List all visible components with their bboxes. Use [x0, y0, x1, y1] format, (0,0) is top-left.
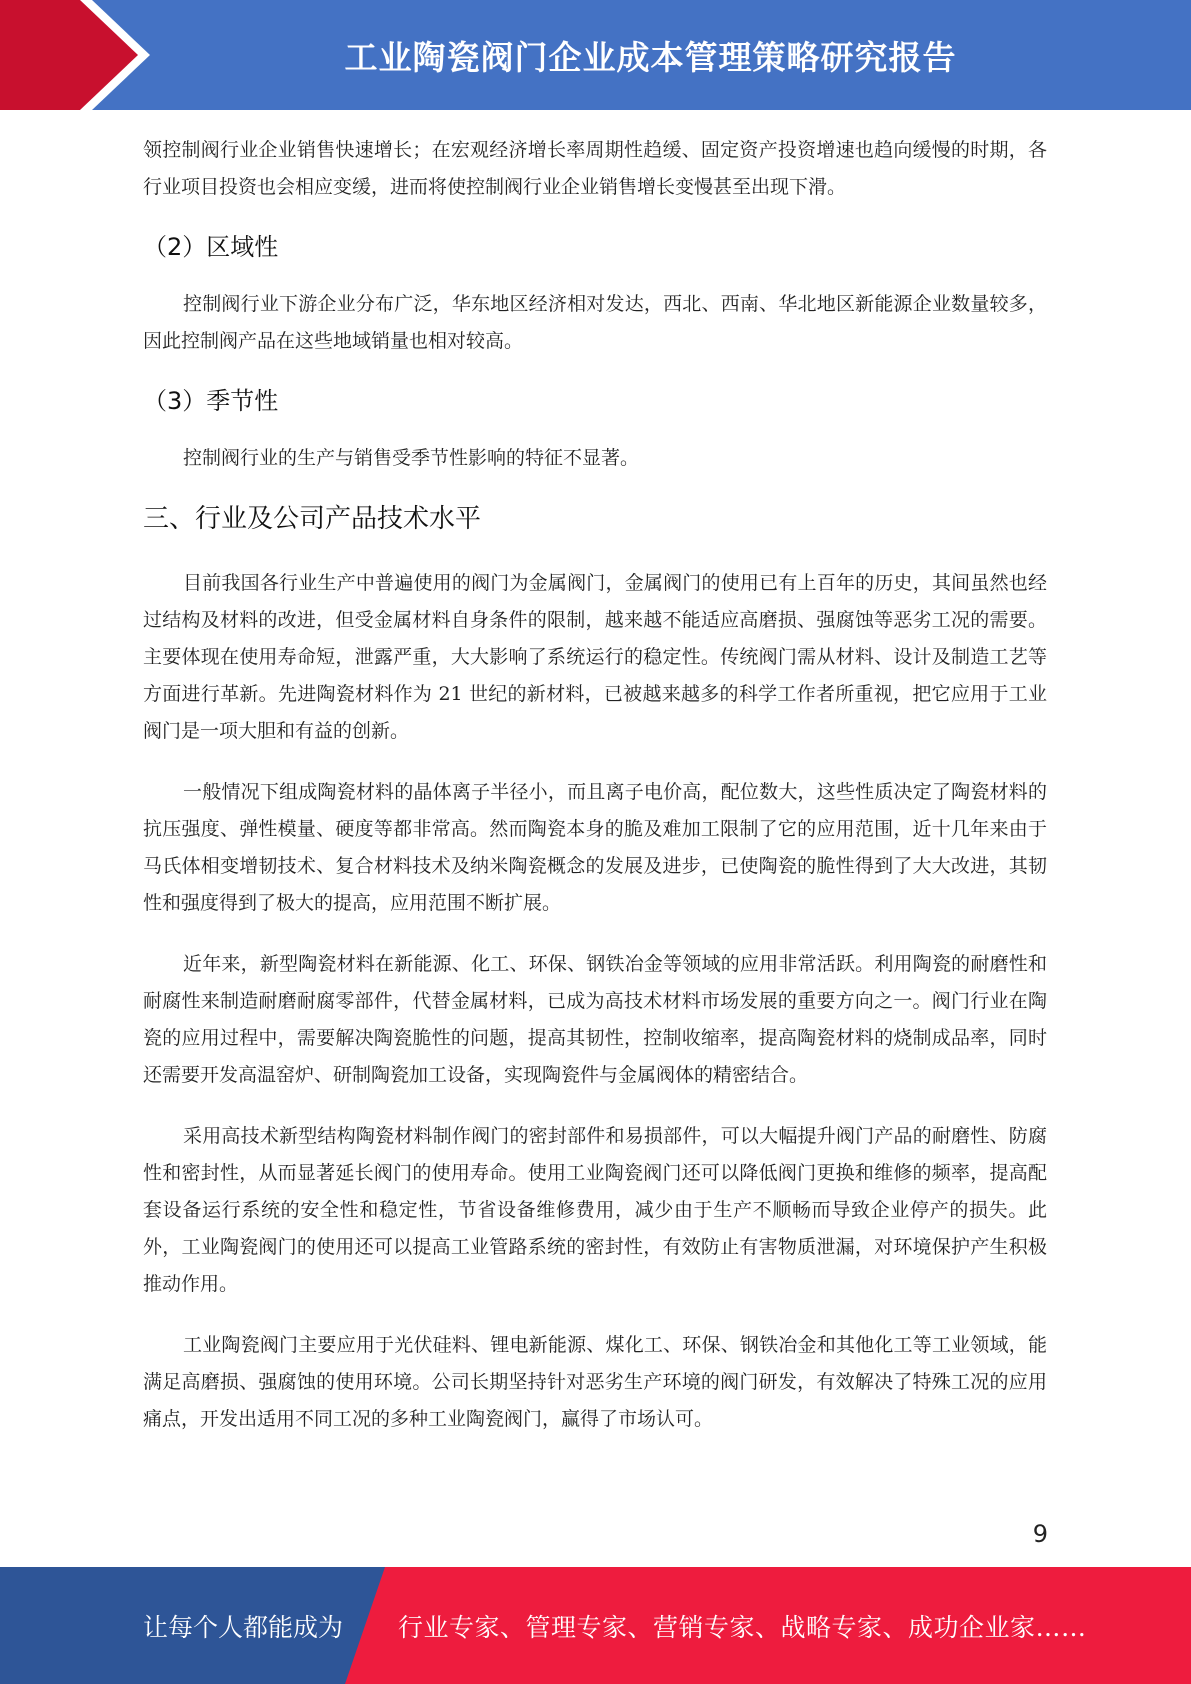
paragraph-regional: 控制阀行业下游企业分布广泛，华东地区经济相对发达，西北、西南、华北地区新能源企业数量较多，因此控制阀产品在这些地域销量也相对较高。 — [143, 293, 1047, 352]
subheading-regional: （2）区域性 — [143, 233, 279, 261]
page-number: 9 — [1032, 1520, 1048, 1548]
page-footer — [0, 1567, 1191, 1684]
paragraph-tech-5: 工业陶瓷阀门主要应用于光伏硅料、锂电新能源、煤化工、环保、钢铁冶金和其他化工等工业领域，能满足高磨损、强腐蚀的使用环境。公司长期坚持针对恶劣生产环境的阀门研发，有效解决了特殊工况的应用痛点，开发出适用不同工况的多种工业陶瓷阀门，赢得了市场认可。 — [143, 1334, 1047, 1430]
page-header — [0, 0, 1191, 110]
subheading-seasonal: （3）季节性 — [143, 387, 279, 415]
paragraph-seasonal: 控制阀行业的生产与销售受季节性影响的特征不显著。 — [183, 447, 640, 469]
page-content — [143, 132, 1047, 1462]
continuation-paragraph: 领控制阀行业企业销售快速增长；在宏观经济增长率周期性趋缓、固定资产投资增速也趋向缓慢的时期，各行业项目投资也会相应变缓，进而将使控制阀行业企业销售增长变慢甚至出现下滑。 — [143, 139, 1047, 198]
section-heading-tech-level: 三、行业及公司产品技术水平 — [143, 504, 482, 534]
footer-slogan-right: 行业专家、管理专家、营销专家、战略专家、成功企业家…… — [398, 1612, 1087, 1642]
paragraph-tech-1: 目前我国各行业生产中普遍使用的阀门为金属阀门，金属阀门的使用已有上百年的历史，其间虽然也经过结构及材料的改进，但受金属材料自身条件的限制，越来越不能适应高磨损、强腐蚀等恶劣工况的需要。主要体现在使用寿命短，泄露严重，大大影响了系统运行的稳定性。传统阀门需从材料、设计及制造工艺等方面进行革新。先进陶瓷材料作为 21 世纪的新材料，已被越来越多的科学工作者所重视，把它应用于工业阀门是一项大胆和有益的创新。 — [143, 572, 1047, 742]
footer-slogan-left: 让每个人都能成为 — [143, 1612, 344, 1642]
paragraph-tech-2: 一般情况下组成陶瓷材料的晶体离子半径小，而且离子电价高，配位数大，这些性质决定了陶瓷材料的抗压强度、弹性模量、硬度等都非常高。然而陶瓷本身的脆及难加工限制了它的应用范围，近十几年来由于马氏体相变增韧技术、复合材料技术及纳米陶瓷概念的发展及进步，已使陶瓷的脆性得到了大大改进，其韧性和强度得到了极大的提高，应用范围不断扩展。 — [143, 781, 1047, 914]
report-title: 工业陶瓷阀门企业成本管理策略研究报告 — [344, 37, 957, 77]
paragraph-tech-4: 采用高技术新型结构陶瓷材料制作阀门的密封部件和易损部件，可以大幅提升阀门产品的耐磨性、防腐性和密封性，从而显著延长阀门的使用寿命。使用工业陶瓷阀门还可以降低阀门更换和维修的频率，提高配套设备运行系统的安全性和稳定性，节省设备维修费用，减少由于生产不顺畅而导致企业停产的损失。此外，工业陶瓷阀门的使用还可以提高工业管路系统的密封性，有效防止有害物质泄漏，对环境保护产生积极推动作用。 — [143, 1125, 1047, 1295]
paragraph-tech-3: 近年来，新型陶瓷材料在新能源、化工、环保、钢铁冶金等领域的应用非常活跃。利用陶瓷的耐磨性和耐腐性来制造耐磨耐腐零部件，代替金属材料，已成为高技术材料市场发展的重要方向之一。阀门行业在陶瓷的应用过程中，需要解决陶瓷脆性的问题，提高其韧性，控制收缩率，提高陶瓷材料的烧制成品率，同时还需要开发高温窑炉、研制陶瓷加工设备，实现陶瓷件与金属阀体的精密结合。 — [143, 953, 1047, 1086]
